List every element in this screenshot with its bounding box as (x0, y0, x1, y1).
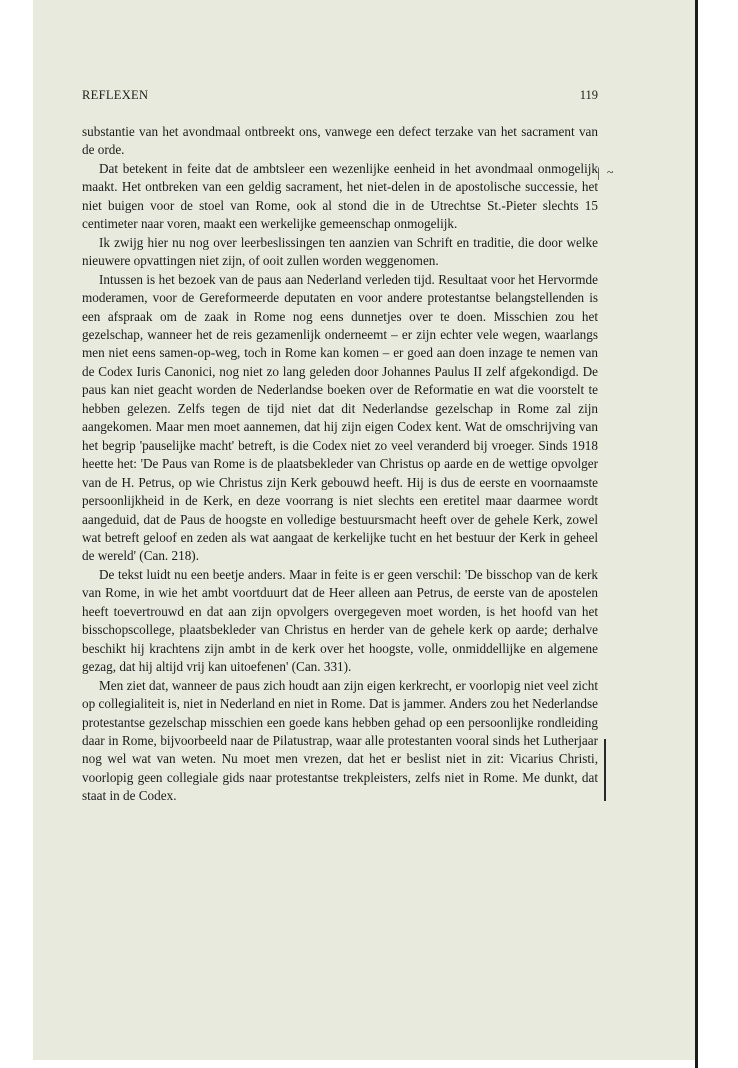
body-text (82, 123, 598, 806)
paragraph-5: De tekst luidt nu een beetje anders. Maar in feite is er geen verschil: 'De bisschop van de kerk van Rome, in wie het ambt voortduurt dat de Heer alleen aan Petrus, de eerste van de apostelen heeft toevertrouwd en dat aan zijn opvolgers overgegeven moet worden, is het hoofd van het bisschopscollege, plaatsbekleder van Christus en herder van de gehele kerk op aarde; derhalve beschikt hij krachtens zijn ambt in de kerk over het hoogste, volle, onmiddellijke en algemene gezag, dat hij altijd vrij kan uitoefenen' (Can. 331). (82, 566, 598, 675)
paragraph-3: Ik zwijg hier nu nog over leerbeslissingen ten aanzien van Schrift en traditie, die door welke nieuwere opvattingen niet zijn, of ooit zullen worden weggenomen. (82, 234, 598, 269)
margin-squiggle-mark: ~ (607, 165, 614, 179)
page-number: 119 (579, 88, 598, 102)
running-title: REFLEXEN (82, 88, 149, 102)
paragraph-2: Dat betekent in feite dat de ambtsleer een wezenlijke eenheid in het avondmaal onmogelijk maakt. Het ontbreken van een geldig sacrament, het niet-delen in de apostolische successie, het niet buigen voor de stoel van Rome, ook al stond die in de Utrechtse St.-Pieter slechts 15 centimeter naar voren, maakt een werkelijke gemeenschap onmogelijk. (82, 160, 598, 232)
book-spine-edge (695, 0, 698, 1068)
paragraph-6: Men ziet dat, wanneer de paus zich houdt aan zijn eigen kerkrecht, er voorlopig niet veel zicht op collegialiteit is, niet in Nederland en niet in Rome. Dat is jammer. Anders zou het Nederlandse protestantse gezelschap misschien een goede kans hebben gehad op een persoonlijke rondleiding daar in Rome, bijvoorbeeld naar de Pilatustrap, waar alle protestanten vooral sinds het Lutherjaar nog wel wat van weten. Nu moet men vrezen, dat het er beslist niet in zit: Vicarius Christi, voorlopig geen collegiale gids naar protestantse trekpleisters, zelfs niet in Rome. Me dunkt, dat staat in de Codex. (82, 677, 598, 804)
running-head (82, 88, 598, 106)
margin-line-mark (604, 739, 606, 801)
paragraph-4: Intussen is het bezoek van de paus aan Nederland verleden tijd. Resultaat voor het Hervormde moderamen, voor de Gereformeerde deputaten en voor andere protestantse belangstellenden is een afspraak om de zaak in Rome nog eens dunnetjes over te doen. Misschien zou het gezelschap, wanneer het de reis gezamenlijk onderneemt – er zijn echter vele wegen, waarlangs men niet eens samen-op-weg, toch in Rome kan komen – er goed aan doen inzage te nemen van de Codex Iuris Canonici, nog niet zo lang geleden door Johannes Paulus II zelf afgekondigd. De paus kan niet geacht worden de Nederlandse boeken over de Reformatie en wat die voorstelt te hebben gelezen. Zelfs tegen de tijd niet dat dit Nederlandse gezelschap in Rome zal zijn aangekomen. Maar men moet aannemen, dat hij zijn eigen Codex kent. Wat de omschrijving van het begrip 'pauselijke macht' betreft, is die Codex niet zo veel veranderd bij vroeger. Sinds 1918 heette het: 'De Paus van Rome is de plaatsbekleder van Christus op aarde en de wettige opvolger van de H. Petrus, op wie Christus zijn Kerk gebouwd heeft. Hij is dus de eerste en voornaamste persoonlijkheid in de Kerk, en deze voorrang is niet slechts een eretitel maar daarmee wordt aangeduid, dat de Paus de hoogste en volledige bestuursmacht heeft over de gehele Kerk, zowel wat betreft geloof en zeden als wat aangaat de kerkelijke tucht en het bestuur der Kerk in geheel de wereld' (Can. 218). (82, 271, 598, 564)
paragraph-1: substantie van het avondmaal ontbreekt ons, vanwege een defect terzake van het sacrament van de orde. (82, 124, 598, 158)
margin-bar-mark: | (597, 166, 600, 181)
